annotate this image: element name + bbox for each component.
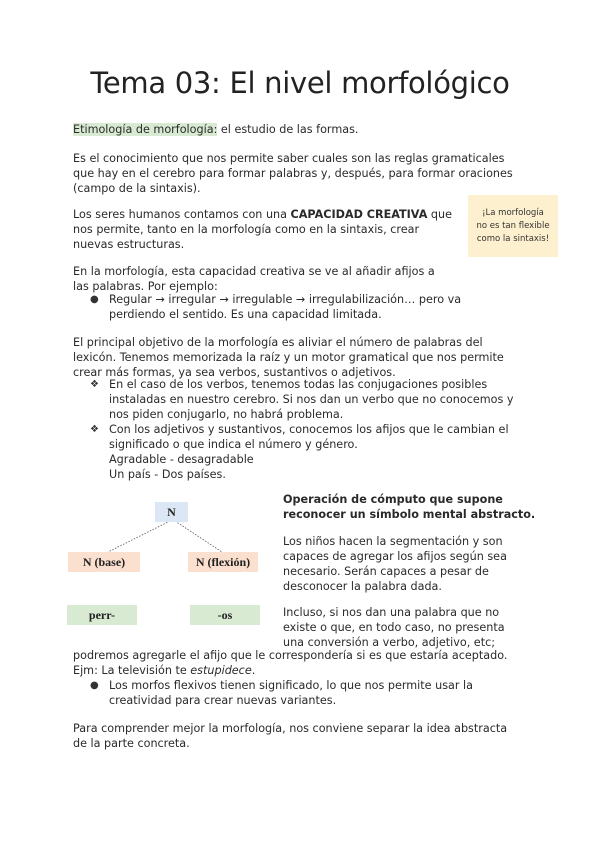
tree-node-flexion: N (flexión) bbox=[188, 552, 258, 572]
text-line: podremos agregarle el afijo que le correspondería si es que estaría aceptado. bbox=[73, 649, 508, 662]
text-line: (campo de la sintaxis). bbox=[73, 182, 201, 195]
paragraph-incluso bbox=[283, 605, 543, 650]
diamond-bullet-icon: ❖ bbox=[90, 424, 99, 435]
text-line: lexicón. Tenemos memorizada la raíz y un motor gramatical que nos permite bbox=[73, 351, 504, 364]
text-span: Los seres humanos contamos con una bbox=[73, 208, 291, 221]
list-item bbox=[90, 678, 540, 708]
text-line: nuevas estructuras. bbox=[73, 238, 185, 251]
bullet-list-morphs bbox=[90, 678, 540, 708]
etimologia-definition: el estudio de las formas. bbox=[217, 123, 359, 136]
text-line: necesario. Serán capaces a pesar de bbox=[283, 565, 489, 578]
bullet-dot-icon: ● bbox=[90, 680, 99, 691]
creative-capacity-bold: CAPACIDAD CREATIVA bbox=[290, 208, 428, 221]
paragraph-final bbox=[73, 721, 553, 751]
text-line: crear más formas, ya sea verbos, sustantivos o adjetivos. bbox=[73, 366, 396, 379]
note-line: ¡La morfología bbox=[482, 208, 544, 218]
tree-node-base: N (base) bbox=[68, 552, 140, 572]
text-line: En la morfología, esta capacidad creativa se ve al añadir afijos a bbox=[73, 265, 435, 278]
text-line: Operación de cómputo que supone bbox=[283, 493, 503, 506]
text-line: capaces de agregar los afijos según sea bbox=[283, 550, 507, 563]
operation-heading bbox=[283, 492, 543, 522]
etimologia-term: Etimología de morfología: bbox=[73, 123, 218, 136]
text-line: Para comprender mejor la morfología, nos conviene separar la idea abstracta bbox=[73, 722, 508, 735]
paragraph-children bbox=[283, 534, 543, 594]
note-line: como la sintaxis! bbox=[476, 234, 550, 244]
text-line: desconocer la palabra dada. bbox=[283, 580, 442, 593]
example-word: estupidece bbox=[190, 664, 252, 677]
text-line: nos piden conjugarlo, no habrá problema. bbox=[109, 408, 344, 421]
text-line: reconocer un símbolo mental abstracto. bbox=[283, 508, 536, 521]
text-line: Regular → irregular → irregulable → irregulabilización… pero va bbox=[109, 293, 462, 306]
tree-edge bbox=[108, 521, 170, 552]
tree-node-root: N bbox=[155, 502, 188, 522]
text-line: Es el conocimiento que nos permite saber cuales son las reglas gramaticales bbox=[73, 152, 505, 165]
tree-leaf-suffix: -os bbox=[190, 605, 260, 625]
tree-leaf-root: perr- bbox=[67, 605, 137, 625]
text-line: nos permite, tanto en la morfología como en la sintaxis, crear bbox=[73, 223, 420, 236]
page-title: Tema 03: El nivel morfológico bbox=[90, 66, 510, 100]
paragraph-continuation bbox=[73, 648, 553, 678]
text-line: instaladas en nuestro cerebro. Si nos dan un verbo que no conocemos y bbox=[109, 393, 514, 406]
bullet-dot-icon: ● bbox=[90, 294, 99, 305]
text-line: Los niños hacen la segmentación y son bbox=[283, 535, 503, 548]
text-line: una conversión a verbo, adjetivo, etc; bbox=[283, 636, 495, 649]
text-line: existe o que, en todo caso, no presenta bbox=[283, 621, 505, 634]
text-line: significado o que indica el número y género. bbox=[109, 438, 358, 451]
text-line: que hay en el cerebro para formar palabras y, después, para formar oraciones bbox=[73, 167, 513, 180]
text-span: que bbox=[427, 208, 452, 221]
text-line: de la parte concreta. bbox=[73, 737, 190, 750]
text-line: En el caso de los verbos, tenemos todas las conjugaciones posibles bbox=[109, 378, 488, 391]
text-line: Los morfos flexivos tienen significado, lo que nos permite usar la bbox=[109, 679, 474, 692]
text-line: Incluso, si nos dan una palabra que no bbox=[283, 606, 500, 619]
diamond-bullet-icon: ❖ bbox=[90, 379, 99, 390]
text-line: perdiendo el sentido. Es una capacidad limitada. bbox=[109, 308, 382, 321]
example-line: Un país - Dos países. bbox=[109, 468, 226, 481]
text-line: las palabras. Por ejemplo: bbox=[73, 280, 218, 293]
text-span: . bbox=[251, 664, 256, 677]
text-span: Ejm: La televisión te bbox=[73, 664, 191, 677]
example-line bbox=[73, 663, 553, 678]
text-line: creatividad para crear nuevas variantes. bbox=[109, 694, 337, 707]
note-line: no es tan flexible bbox=[476, 221, 550, 231]
text-line: Con los adjetivos y sustantivos, conocemos los afijos que le cambian el bbox=[109, 423, 509, 436]
tree-edge bbox=[175, 521, 222, 552]
text-line: El principal objetivo de la morfología es aliviar el número de palabras del bbox=[73, 336, 483, 349]
example-line: Agradable - desagradable bbox=[109, 453, 254, 466]
